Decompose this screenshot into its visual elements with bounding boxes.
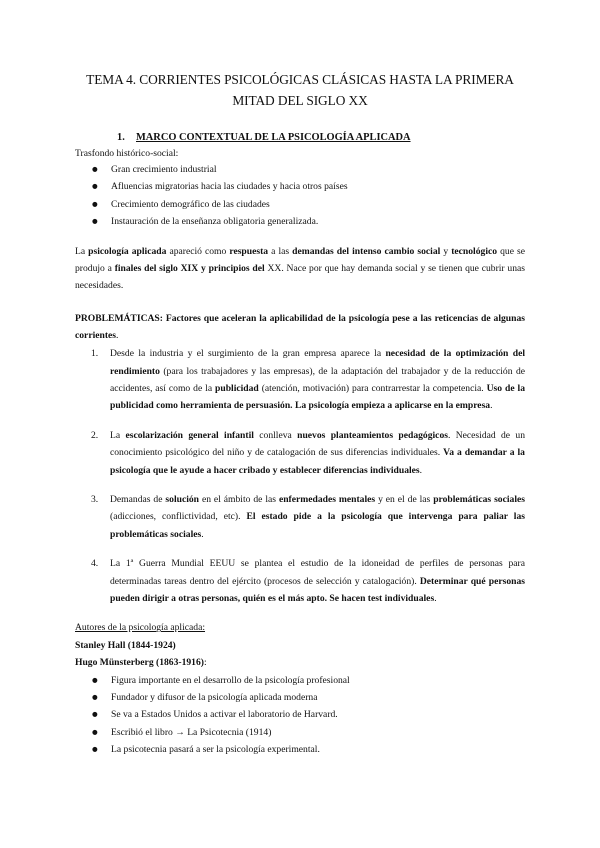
author-name: Hugo Münsterberg (1863-1916) [75,657,204,669]
paragraph-psicologia-aplicada [75,243,525,295]
text-run: apareció como [166,245,230,257]
text-run: . [434,592,437,604]
author-stanley-hall: Stanley Hall (1844-1924) [75,639,176,651]
title-line-2: MITAD DEL SIGLO XX [232,93,368,108]
section-1-number: 1. [117,132,125,143]
trasfondo-list [75,161,525,231]
bold-run: solución [165,493,200,505]
problematicas-text: : Factores que aceleran la aplicabilidad de la psicología pese a las reticencias de algunas corrientes [75,312,525,341]
bold-run: enfermedades mentales [278,493,376,505]
text-run: en el ámbito de las [199,493,279,505]
author-colon: : [203,657,207,669]
text-run: que se produjo a [75,245,525,274]
text-run: Desde la industria y el surgimiento de la gran empresa aparece la [110,348,386,360]
list-item [91,427,526,479]
bold-run: respuesta [229,245,269,257]
problematicas-label: PROBLEMÁTICAS [75,312,160,324]
text-run: . [419,464,423,476]
list-item: ● Fundador y difusor de la psicología aplicada moderna [92,689,525,706]
list-item: ● La psicotecnia pasará a ser la psicología experimental. [92,741,525,758]
list-item [91,555,525,607]
list-item [91,491,525,543]
problematicas-list [75,345,525,607]
bold-run: escolarización general infantil [125,429,254,441]
item-number: 1. [91,348,99,360]
text-run: La [75,245,89,257]
bold-run: demandas del intenso cambio social [292,245,441,257]
text-run: XX. Nace por que hay demanda social y se tienen que cubrir unas necesidades. [75,262,525,292]
list-item: ● Afluencias migratorias hacia las ciudades y hacia otros países [92,178,525,195]
bold-run: necesidad de la optimización del rendimiento [110,348,525,377]
item-number: 3. [91,493,99,505]
bold-run: psicología aplicada [88,245,167,257]
list-item: ● Instauración de la enseñanza obligatoria generalizada. [92,213,525,230]
bold-run: finales del siglo XIX y principios del [114,262,265,274]
text-run: (adicciones, conflictividad, etc). [110,511,247,523]
trasfondo-label: Trasfondo histórico-social: [75,148,179,159]
bold-run: Va a demandar a la psicología que le ayude a hacer cribado y establecer diferencias individuales [110,447,525,476]
text-run: a las [268,245,293,257]
bold-run: El estado pide a la psicología que intervenga para paliar las problemáticas sociales [110,511,525,540]
author-hugo-munsterberg [75,654,525,671]
bold-run: Uso de la publicidad como herramienta de persuasión. La psicología empieza a aplicarse en la empresa [110,382,526,412]
section-1-heading [75,131,525,145]
text-run: conlleva [253,429,298,441]
text-run: Demandas de [110,493,166,505]
section-1-title: MARCO CONTEXTUAL DE LA PSICOLOGÍA APLICADA [136,132,411,143]
list-item: ● Figura importante en el desarrollo de la psicología profesional [92,672,525,689]
bold-run: publicidad [215,382,259,394]
text-run: . [201,528,204,540]
text-run: y en el de las [375,493,434,505]
bold-run: Determinar qué personas pueden dirigir a otras personas, quién es el más apto. Se hacen test individuales [110,575,525,604]
text-run: . [490,400,493,412]
list-item: ● Se va a Estados Unidos a activar el laboratorio de Harvard. [92,706,525,723]
text-run: (para los trabajadores y las empresas), de la adaptación del trabajador y de la reducción de accidentes, así como de la [110,365,525,394]
bold-run: tecnológico [451,245,498,257]
bold-run: nuevos planteamientos pedagógicos [297,429,448,441]
authors-heading: Autores de la psicología aplicada: [75,622,206,634]
text-run: y [440,245,452,257]
bold-run: problemáticas sociales [433,493,525,505]
item-number: 4. [91,558,99,570]
munsterberg-list [75,672,525,759]
list-item [91,345,526,415]
title-line-1: TEMA 4. CORRIENTES PSICOLÓGICAS CLÁSICAS HASTA LA PRIMERA [86,72,514,87]
list-item: ● Crecimiento demográfico de las ciudades [92,196,525,213]
list-item: ● Escribió el libro → La Psicotecnia (1914) [92,724,525,741]
text-run: La [110,429,126,441]
text-run: La 1ª Guerra Mundial EEUU se plantea el estudio de la idoneidad de perfiles de personas para determinadas tareas dentro del ejército (procesos de selección y catalogación). [110,558,525,587]
problematicas-heading [75,310,525,345]
item-number: 2. [91,429,99,441]
problematicas-end: . [116,329,119,341]
document-title [75,0,525,111]
text-run: . Necesidad de un conocimiento psicológico del niño y de catalogación de sus diferencias individuales. [110,429,526,459]
text-run: (atención, motivación) para contrarrestar la competencia. [258,382,487,394]
list-item: ● Gran crecimiento industrial [92,161,525,178]
